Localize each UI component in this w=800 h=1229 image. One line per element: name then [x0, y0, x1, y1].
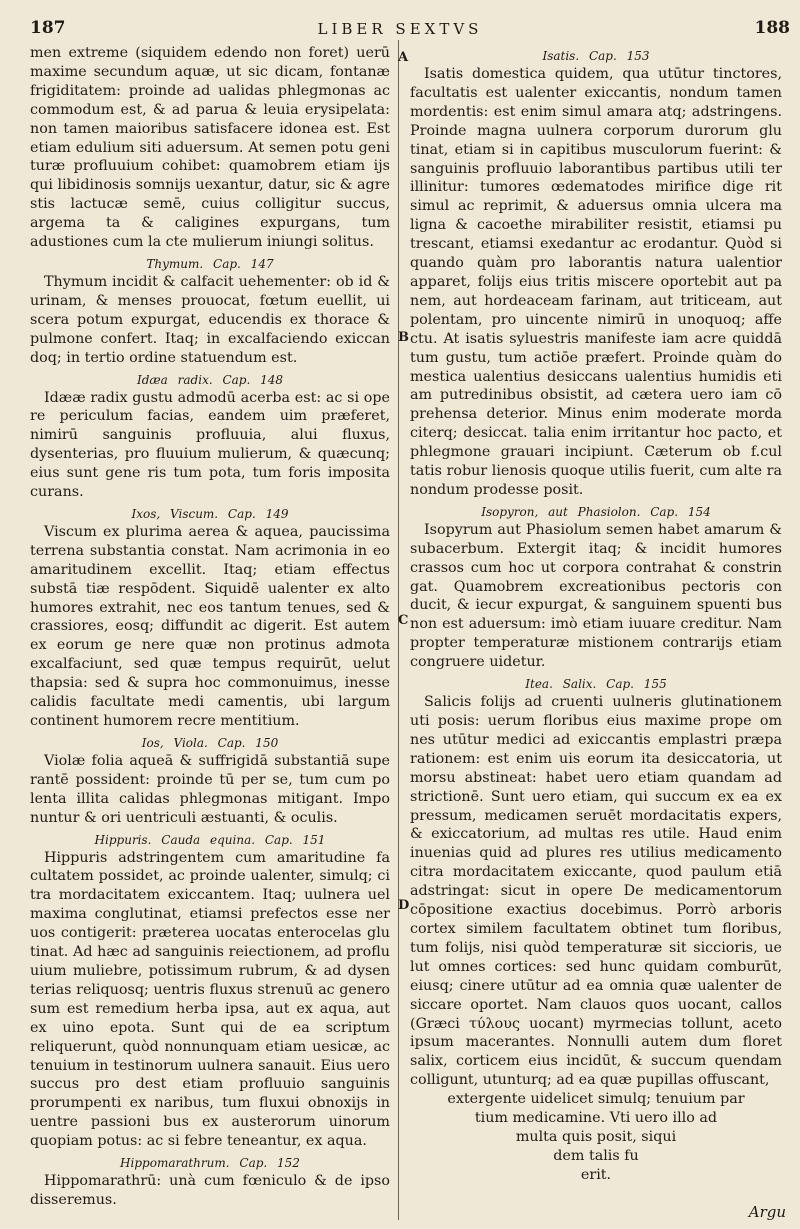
paragraph-155: Salicis folijs ad cruenti uulneris glutinationem uti posis: uerum floribus eius maxime prope om nes utūtur medici ad exiccantis emplastri præpa rationem: est enim uis eorum ita desiccatoria, ut morsu abstineat: habet uero etiam quandam ad strictionē. Sunt uero etiam, qui succum ex ea ex pressum, medicamen seruēt mordacitatis expers, & exiccatorium, ad multas res utile. Haud enim inuenias quid ad plures res utilius medicamento citra mordacitatem exiccante, quod paulum etiā adstringat: sicut in opere De medicamentorum cōpositione exactius docebimus. Porrò arboris cortex similem facultatem obtinet tum floribus, tum folijs, nisi quòd temperaturæ sit siccioris, ue lut omnes cortices: sed hunc quidam comburūt, eiusq; cinere utūtur ad ea omnia quæ ualenter de siccare oportet. Nam clauos quos uocant, callos (Græci τύλους uocant) myrmecias tollunt, aceto ipsum macerantes. Nonnulli autem dum floret salix, corticem eius incidūt, & succum quendam colligunt, utunturq; ad ea quæ pupillas offuscant,: [410, 694, 782, 1089]
tail-line: multa quis posit, siqui: [515, 1128, 677, 1145]
tail-line: erit.: [580, 1166, 612, 1183]
margin-marker-b: B: [398, 330, 409, 345]
chapter-heading-147: Thymum. Cap. 147: [146, 256, 274, 271]
paragraph-148: Idææ radix gustu admodū acerba est: ac si ope re periculum facias, eandem uim præferet, nimirū sanguinis profluuia, alui fluxus, dysenterias, pro fluuium mulierum, & quæcunq; eius sunt gene ris tum pota, tum foris imposita curans.: [30, 389, 390, 501]
column-divider: [398, 40, 399, 1220]
tail-line: dem talis fu: [553, 1147, 639, 1164]
tail-line: tium medicamine. Vti uero illo ad: [474, 1110, 718, 1127]
paragraph-continued: men extreme (siquidem edendo non foret) uerū maxime secundum aquæ, ut sic dicam, fontanæ frigiditatem: proinde ad ualidas phlegmonas ac commodum est, & ad parua & leuia erysipelata: non tamen maioribus satisfacere idonea est. Est etiam edulium siti aduersum. At semen potu geni turæ profluuium cohibet: quamobrem etiam ijs qui libidinosis somnijs uexantur, datur, sic & agre stis lactucæ semē, cuius colligitur succus, argema ta & caligines expurgans, tum adustiones cum la cte mulierum iniungi solitus.: [30, 45, 390, 251]
running-title: LIBER SEXTVS: [317, 20, 483, 38]
tail-line: extergente uidelicet simulq; tenuium par: [447, 1091, 745, 1108]
chapter-heading-154: Isopyron, aut Phasiolon. Cap. 154: [481, 504, 711, 519]
paragraph-150: Violæ folia aqueā & suffrigidā substantiā supe rantē possident: proinde tū per se, tum cum po lenta illita calidas phlegmonas mitigant. Impo nuntur & ori uentriculi æstuanti, & oculis.: [30, 752, 390, 826]
page-number-right: 188: [754, 18, 790, 38]
margin-marker-d: D: [398, 898, 410, 913]
paragraph-153: Isatis domestica quidem, qua utūtur tinctores, facultatis est ualenter exiccantis, nondum tamen mordentis: est enim simul amara atq; adstringens. Proinde magna uulnera corporum durorum glu tinat, etiam si in capitibus musculorum fuerint: & sanguinis profluuio laborantibus partibus utili ter illinitur: tumores œdematodes mirifice dige rit simul ac reprimit, & aduersus omnia ulcera ma ligna & cacoethe mirabiliter resistit, etiamsi pu trescant, etiamsi exedantur ac erodantur. Quòd si quando quàm pro laborantis natura ualentior apparet, folijs eius tritis miscere oportebit aut pa nem, aut hordeaceam farinam, aut triticeam, aut polentam, pro uincente nimirū in unoquoq; affe ctu. At isatis syluestris manifeste iam acre quiddā tum gustu, tum actiōe præfert. Proinde quàm do mestica ualentius desiccans ualentius humidis eti am putredinibus obsistit, ad cætera uero iam cō prehensa deterior. Minus enim moderate morda citerq; desiccat. talia enim irritantur hoc pacto, et phlegmone grauari incipiunt. Cæterum ob f.cul tatis robur lienosis quoque utilis fuerit, cum alte ra nondum prodesse posit.: [410, 66, 782, 498]
paragraph-149: Viscum ex plurima aerea & aquea, paucissima terrena substantia constat. Nam acrimonia in eo amaritudinem excellit. Itaq; etiam effectus substā tiæ respōdent. Siquidē ualenter ex alto humores extrahit, nec eos tantum tenues, sed & crassiores, eosq; diffundit ac digerit. Est autem ex eorum ge nere quæ non protinus admota excalfaciunt, sed quæ tempus requirūt, uelut thapsia: sed & supra hoc commonuimus, inesse calidis facultate medi camentis, ubi largum continent humorem recre mentitium.: [30, 523, 390, 729]
margin-marker-a: A: [398, 50, 409, 65]
catchword: Argu: [748, 1203, 786, 1221]
chapter-heading-149: Ixos, Viscum. Cap. 149: [131, 506, 289, 521]
chapter-heading-150: Ios, Viola. Cap. 150: [141, 735, 279, 750]
paragraph-152: Hippomarathrū: unà cum fœniculo & de ipso disseremus.: [30, 1173, 390, 1208]
page-number-left: 187: [30, 18, 66, 38]
right-column: [410, 44, 782, 1209]
chapter-heading-152: Hippomarathrum. Cap. 152: [120, 1156, 300, 1171]
chapter-heading-155: Itea. Salix. Cap. 155: [525, 677, 667, 692]
chapter-heading-151: Hippuris. Cauda equina. Cap. 151: [94, 832, 326, 847]
paragraph-154: Isopyrum aut Phasiolum semen habet amarum & subacerbum. Extergit itaq; & incidit humores crassos cum hoc ut corpora contrahat & constrin gat. Quamobrem excreationibus pectoris con ducit, & iecur expurgat, & sanguinem spuenti bus non est aduersum: imò etiam iuuare creditur. Nam propter temperaturæ mistionem contrarijs etiam congruere uidetur.: [410, 521, 782, 671]
chapter-heading-153: Isatis. Cap. 153: [542, 49, 650, 63]
margin-marker-c: C: [398, 613, 409, 628]
left-column: [30, 44, 390, 1209]
paragraph-147: Thymum incidit & calfacit uehementer: ob id & urinam, & menses prouocat, fœtum euellit, ui scera potum expurgat, educendis ex thorace & pulmone confert. Itaq; in excalfaciendo exiccan doq; in tertio ordine statuendum est.: [30, 273, 390, 366]
page-header: [0, 0, 800, 40]
paragraph-151: Hippuris adstringentem cum amaritudine fa cultatem possidet, ac proinde ualenter, simulq; ci tra mordacitatem exiccantem. Itaq; uulnera uel maxima conglutinat, etiamsi prefectos esse ner uos contigerit: præterea uocatas enterocelas glu tinat. Ad hæc ad sanguinis reiectionem, ad proflu uium muliebre, potissimum rubrum, & ad dysen terias reliquosq; uentris fluxus strenuū ac genero sum est remedium herba ipsa, aut ex aqua, aut ex uino epota. Sunt qui de ea scriptum reliquerunt, quòd nonnunquam etiam uesicæ, ac tenuium in testinorum uulnera sanauit. Eius uero succus pro dest etiam profluuio sanguinis prorumpenti ex naribus, tum fluxui obnoxijs in uentre passioni bus ex austerorum uinorum quopiam potus: ac si febre teneantur, ex aqua.: [30, 849, 390, 1150]
chapter-heading-148: Idæa radix. Cap. 148: [136, 372, 284, 387]
